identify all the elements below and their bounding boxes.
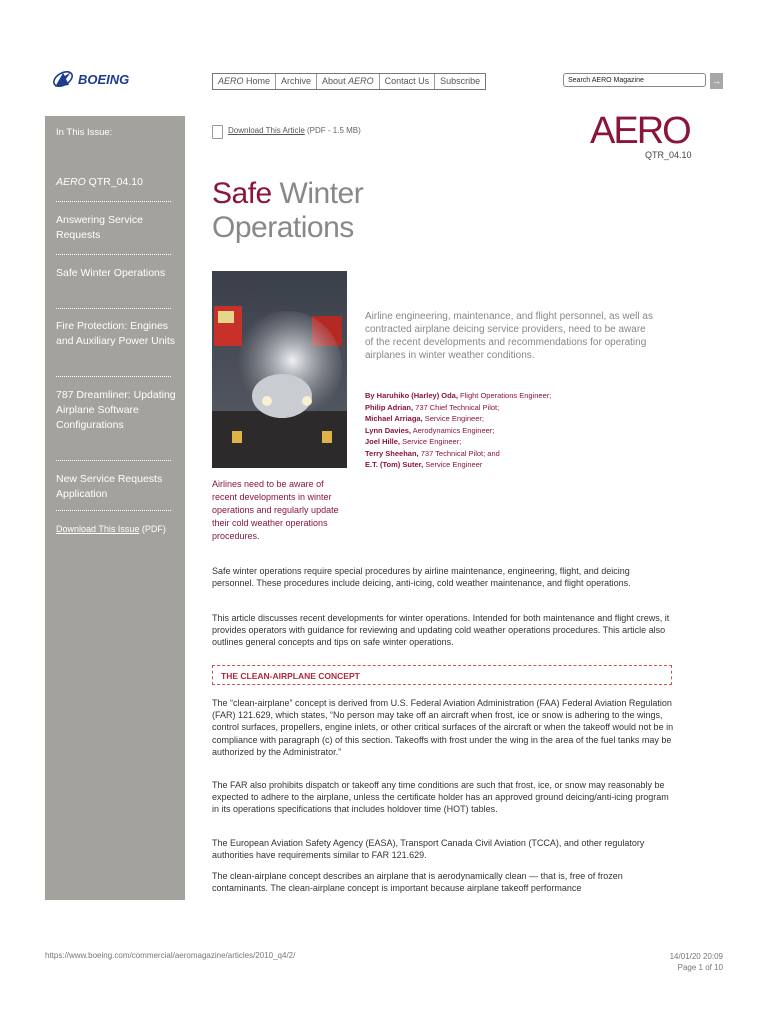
sidebar-item-service-requests[interactable]: Answering Service Requests (56, 214, 143, 241)
sidebar-divider (56, 201, 171, 202)
body-paragraph-4: The FAR also prohibits dispatch or takeoff any time conditions are such that frost, ice, or snow may reasonably be expected to adhere to the airplane, unless the certificate holder has an approved ground deicing/anti-icing program in its operations specifications that includes holdover time (HOT) tables. (212, 780, 669, 815)
nav-about[interactable]: About AERO (317, 74, 380, 89)
nav-archive[interactable]: Archive (276, 74, 317, 89)
sidebar-heading: In This Issue: (56, 127, 113, 138)
search-button[interactable] (710, 73, 723, 89)
author-entry: Philip Adrian, 737 Chief Technical Pilot; (365, 402, 500, 412)
sidebar (45, 116, 185, 900)
sidebar-download-issue[interactable]: Download This Issue (PDF) (56, 524, 166, 534)
body-paragraph-6: The clean-airplane concept describes an airplane that is aerodynamically clean — that is, free of frozen contaminants. The clean-airplane concept is important because airplane takeoff performance (212, 871, 623, 894)
author-entry: Michael Arriaga, Service Engineer; (365, 414, 484, 423)
sidebar-divider (56, 376, 171, 377)
deicing-photo-image (212, 271, 347, 468)
author-entry: Joel Hille, Service Engineer; (365, 437, 462, 446)
nav-home[interactable]: AERO Home (213, 74, 276, 89)
aero-magazine-logo: AERO (590, 110, 690, 152)
footer-url: https://www.boeing.com/commercial/aeromagazine/articles/2010_q4/2/ (45, 951, 296, 960)
sidebar-divider (56, 254, 171, 255)
deicing-photo (212, 271, 347, 468)
arrow-right-icon: → (712, 76, 721, 86)
section-heading: THE CLEAN-AIRPLANE CONCEPT (212, 665, 672, 685)
issue-label: QTR_04.10 (645, 150, 692, 160)
author-entry: E.T. (Tom) Suter, Service Engineer (365, 460, 483, 469)
nav-contact[interactable]: Contact Us (380, 74, 436, 89)
footer-meta (620, 951, 723, 973)
sidebar-divider (56, 308, 171, 309)
author-entry: By Haruhiko (Harley) Oda, Flight Operations Engineer; (365, 391, 552, 400)
sidebar-item-new-service-requests[interactable]: New Service Requests Application (56, 473, 163, 500)
sidebar-item-issue[interactable]: AERO QTR_04.10 (56, 176, 143, 188)
author-list (365, 390, 665, 471)
author-entry: Terry Sheehan, 737 Technical Pilot; and (365, 448, 500, 458)
download-article[interactable]: Download This Article (PDF - 1.5 MB) (228, 126, 361, 135)
author-entry: Lynn Davies, Aerodynamics Engineer; (365, 425, 495, 435)
body-paragraph-1: Safe winter operations require special procedures by airline maintenance, engineering, flight, and deicing personnel. These procedures include deicing, anti-icing, cold weather maintenance, and flight operations. (212, 566, 631, 589)
footer-page-number: Page 1 of 10 (677, 963, 723, 972)
article-intro: Airline engineering, maintenance, and flight personnel, as well as contracted airplane deicing service providers, need to be aware of the recent developments and recommendations for operating airplanes in winter weather conditions. (365, 311, 653, 361)
sidebar-divider (56, 510, 171, 511)
boeing-logo-text: BOEING (78, 72, 130, 87)
boeing-logo[interactable] (52, 68, 162, 90)
nav-subscribe[interactable]: Subscribe (440, 76, 481, 86)
sidebar-item-safe-winter[interactable]: Safe Winter Operations (56, 267, 166, 279)
sidebar-item-fire-protection[interactable]: Fire Protection: Engines and Auxiliary Power Units (56, 320, 176, 347)
search-input[interactable]: Search AERO Magazine (563, 73, 706, 87)
photo-caption: Airlines need to be aware of recent developments in winter operations and regularly update their cold weather operations procedures. (212, 479, 339, 541)
top-nav (212, 73, 486, 90)
sidebar-item-787-dreamliner[interactable]: 787 Dreamliner: Updating Airplane Software Configurations (56, 389, 176, 431)
footer-datetime: 14/01/20 20:09 (669, 952, 723, 961)
sidebar-divider (56, 460, 171, 461)
download-icon (212, 125, 223, 139)
boeing-logo-icon (52, 68, 162, 90)
body-paragraph-3: The “clean-airplane” concept is derived from U.S. Federal Aviation Administration (FAA) Federal Aviation Regulation (FAR) 121.629, which states, “No person may take off an aircraft when frost, ice or snow is adhering to the wings, control surfaces, propellers, engine inlets, or other critical surfaces of the aircraft or when the takeoff would not be in compliance with paragraph (c) of this section. Takeoffs with frost under the wing in the area of the fuel tanks may be authorized by the Administrator.” (212, 698, 674, 757)
body-paragraph-5: The European Aviation Safety Agency (EASA), Transport Canada Civil Aviation (TCCA), and other regulatory authorities have requirements similar to FAR 121.629. (212, 838, 645, 861)
body-paragraph-2: This article discusses recent developments for winter operations. Intended for both maintenance and flight crews, it provides operators with guidance for reviewing and updating cold weather operations procedures. This article also outlines general concepts and tips on safe winter operations. (212, 613, 670, 648)
page-title: Safe Winter Operations (212, 177, 364, 244)
